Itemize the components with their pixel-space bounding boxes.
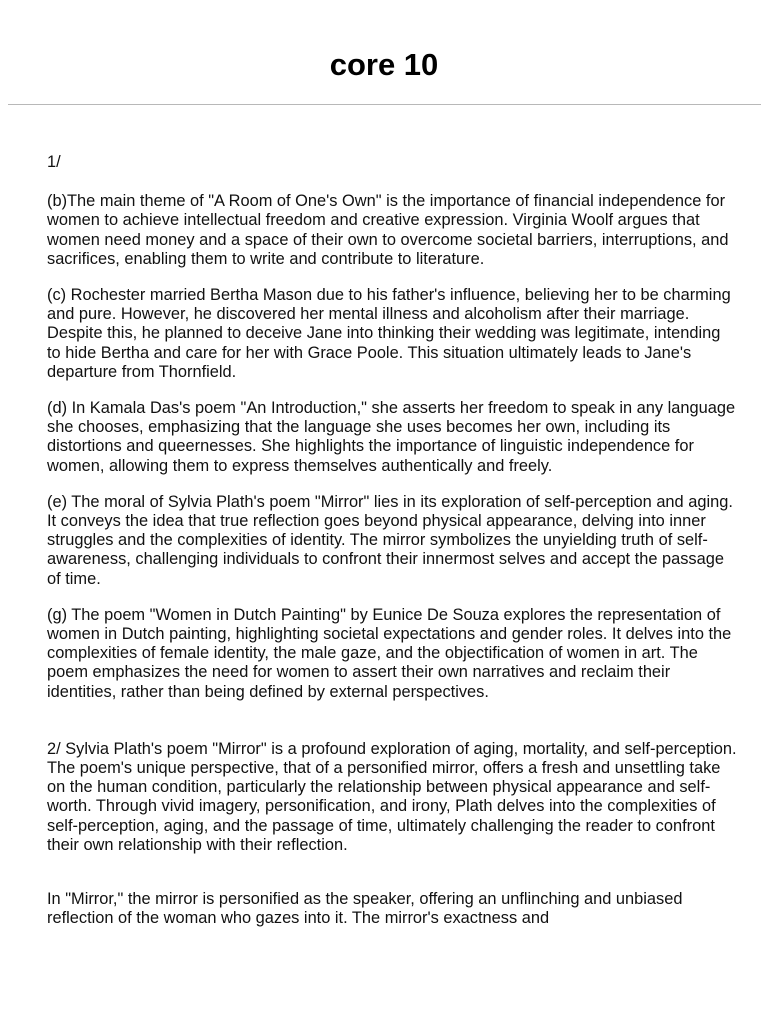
document-title: core 10 xyxy=(329,47,439,82)
answer-g: (g) The poem "Women in Dutch Painting" by Eunice De Souza explores the representation of women in Dutch painting, highlighting societal expectations and gender roles. It delves into the complexities of female identity, the male gaze, and the objectification of women in art. The poem emphasizes the need for women to assert their own narratives and reclaim their identities, rather than being defined by external perspectives. xyxy=(47,605,732,701)
answer-d: (d) In Kamala Das's poem "An Introduction," she asserts her freedom to speak in any language she chooses, emphasizing that the language she uses becomes her own, including its distortions and queernesses. She highlights the importance of linguistic independence for women, allowing them to express themselves authentically and freely. xyxy=(47,399,736,475)
question-2-continuation: In "Mirror," the mirror is personified as the speaker, offering an unflinching and unbiased reflection of the woman who gazes into it. The mirror's exactness and xyxy=(47,890,683,928)
answer-c: (c) Rochester married Bertha Mason due to his father's influence, believing her to be charming and pure. However, he discovered her mental illness and alcoholism after their marriage. Despite this, he planned to deceive Jane into thinking their wedding was legitimate, intending to hide Bertha and care for her with Grace Poole. This situation ultimately leads to Jane's departure from Thornfield. xyxy=(47,286,731,381)
answer-b: (b)The main theme of "A Room of One's Own" is the importance of financial independence for women to achieve intellectual freedom and creative expression. Virginia Woolf argues that women need money and a space of their own to overcome societal barriers, interruptions, and sacrifices, enabling them to write and contribute to literature. xyxy=(47,192,729,268)
title-divider xyxy=(8,104,761,105)
document-body xyxy=(47,153,737,929)
question-2-paragraph: 2/ Sylvia Plath's poem "Mirror" is a profound exploration of aging, mortality, and self-perception. The poem's unique perspective, that of a personified mirror, offers a fresh and unsettling take on the human condition, particularly the relationship between physical appearance and self-worth. Through vivid imagery, personification, and irony, Plath delves into the complexities of self-perception, aging, and the passage of time, ultimately challenging the reader to confront their own relationship with their reflection. xyxy=(47,739,737,854)
answer-e: (e) The moral of Sylvia Plath's poem "Mirror" lies in its exploration of self-perception and aging. It conveys the idea that true reflection goes beyond physical appearance, delving into inner struggles and the complexities of identity. The mirror symbolizes the unyielding truth of self-awareness, challenging individuals to confront their innermost selves and accept the passage of time. xyxy=(47,492,733,588)
question-1-label: 1/ xyxy=(47,153,61,171)
